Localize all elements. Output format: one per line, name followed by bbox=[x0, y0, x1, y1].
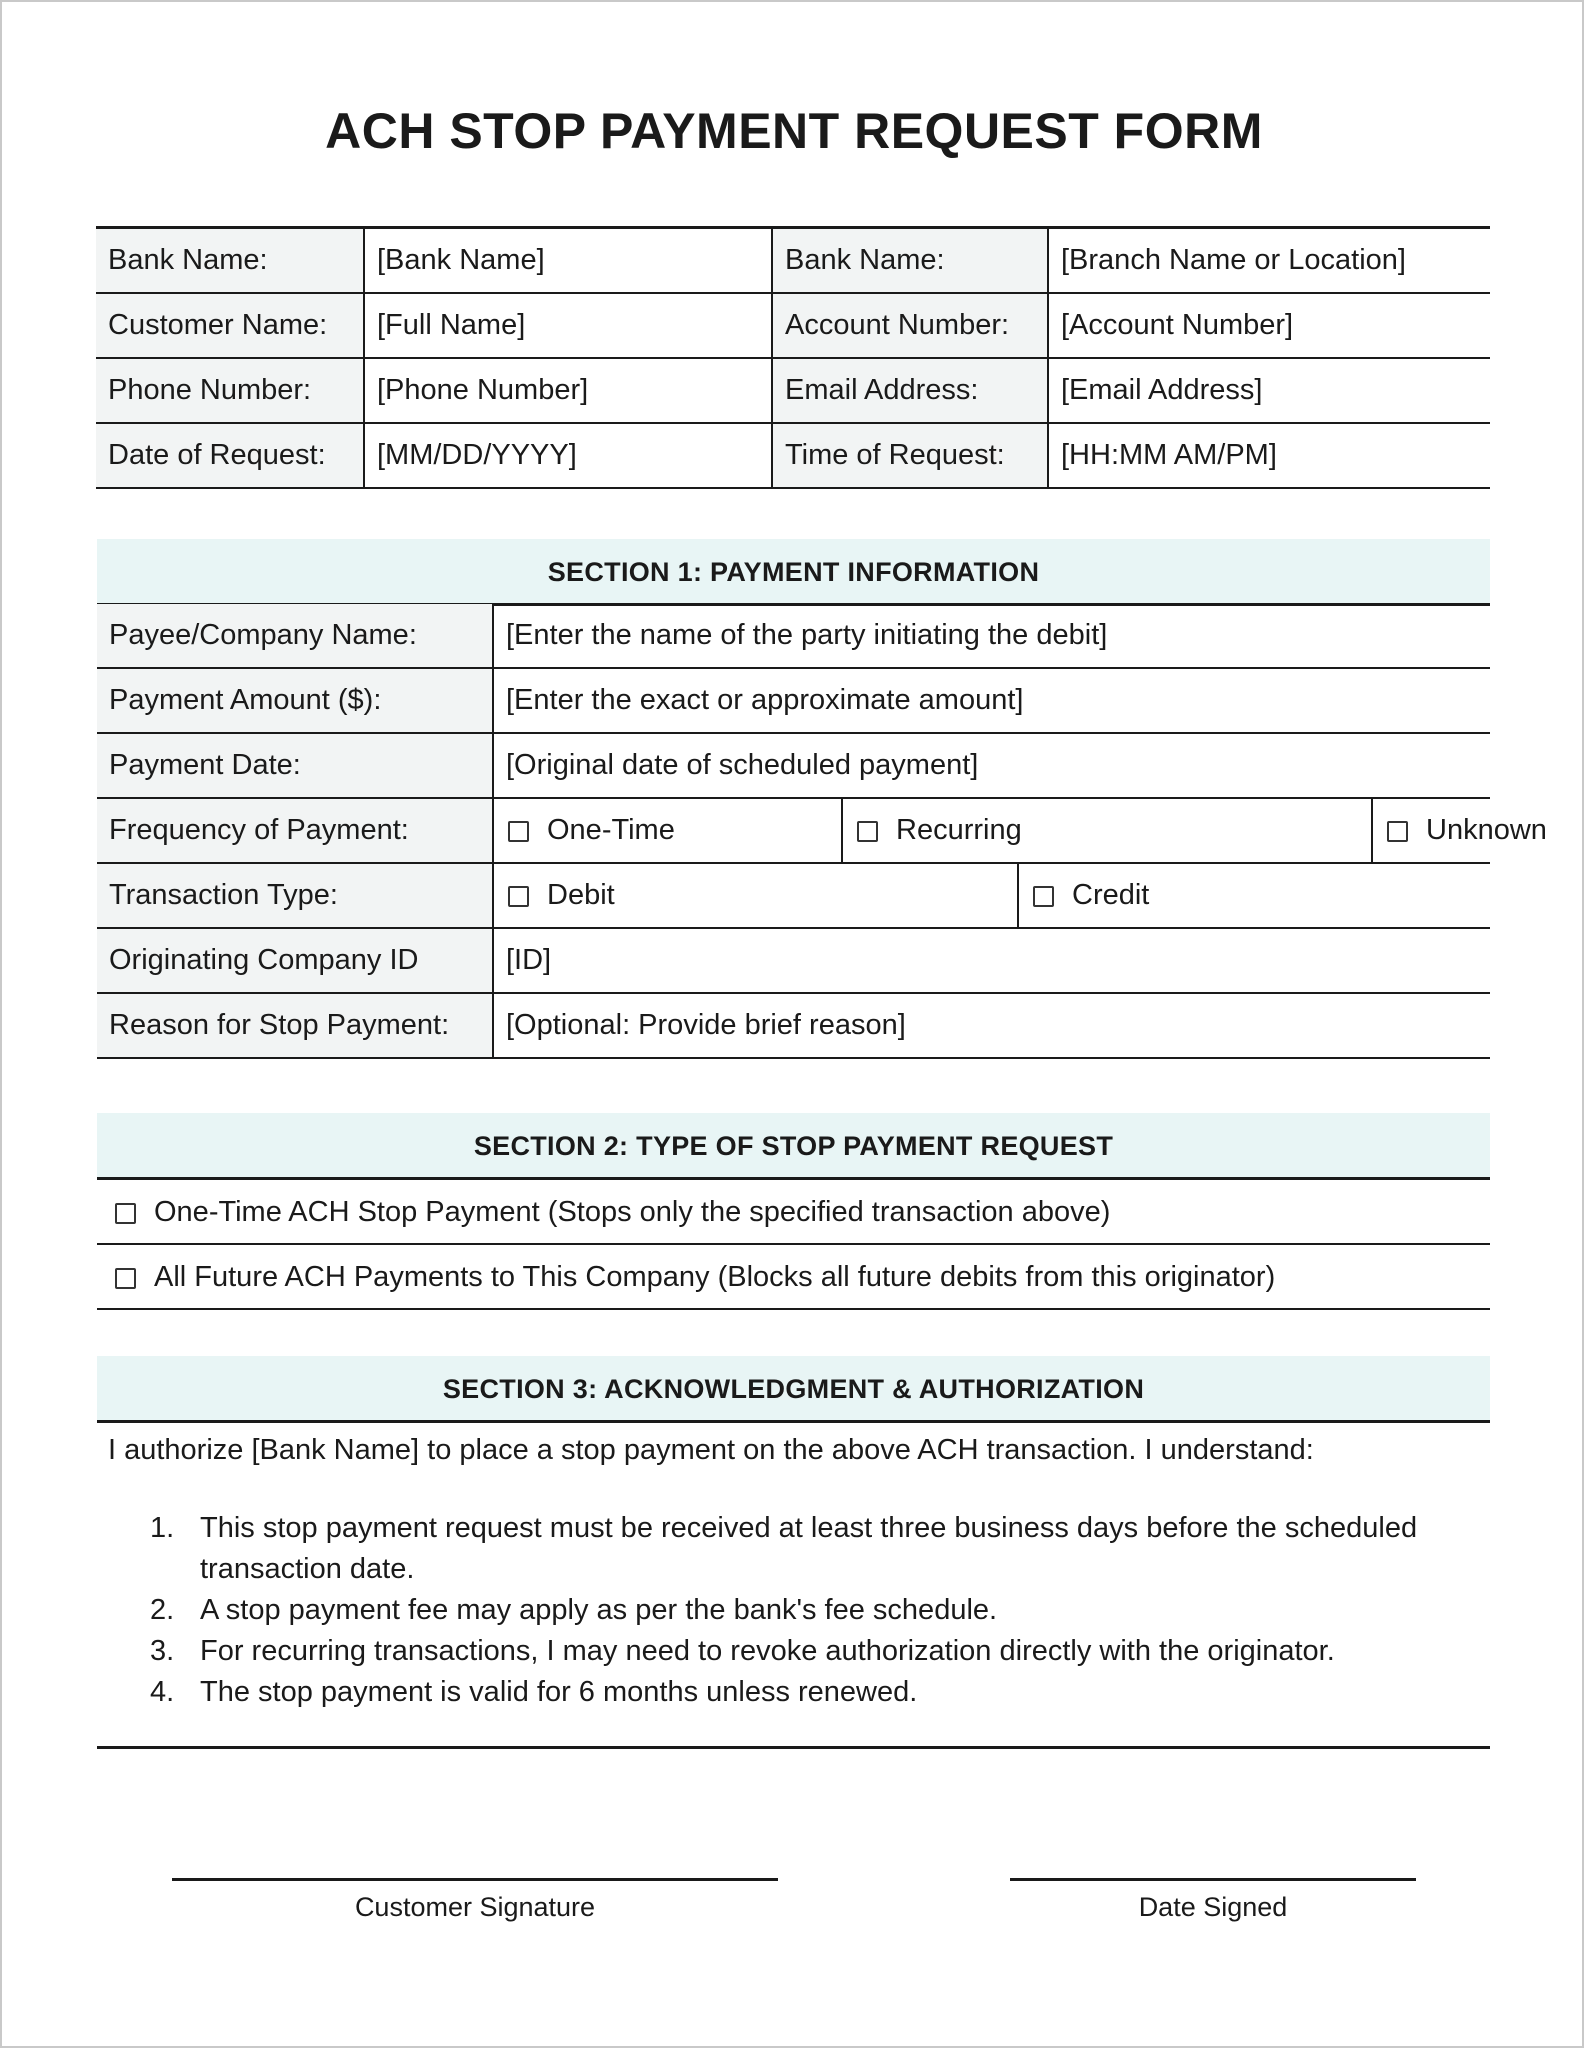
checkbox-icon[interactable] bbox=[115, 1203, 136, 1224]
customer-name-field[interactable]: [Full Name] bbox=[364, 293, 772, 358]
table-row bbox=[97, 604, 1490, 668]
frequency-label: Frequency of Payment: bbox=[97, 798, 493, 863]
originating-company-id-label: Originating Company ID bbox=[97, 928, 493, 993]
table-row bbox=[97, 928, 1490, 993]
option-label: One-Time bbox=[547, 814, 675, 846]
section3-header: SECTION 3: ACKNOWLEDGMENT & AUTHORIZATION bbox=[97, 1356, 1490, 1423]
list-item bbox=[150, 1508, 1440, 1590]
date-of-request-field[interactable]: [MM/DD/YYYY] bbox=[364, 423, 772, 488]
time-of-request-label: Time of Request: bbox=[772, 423, 1048, 488]
table-row bbox=[96, 293, 1490, 358]
list-text: For recurring transactions, I may need to revoke authorization directly with the originator. bbox=[200, 1635, 1335, 1667]
option-label: Unknown bbox=[1426, 814, 1547, 846]
phone-number-label: Phone Number: bbox=[96, 358, 364, 423]
table-row bbox=[96, 228, 1490, 294]
section2-header: SECTION 2: TYPE OF STOP PAYMENT REQUEST bbox=[97, 1113, 1490, 1180]
date-signed-label: Date Signed bbox=[1138, 1892, 1288, 1922]
option-label: One-Time ACH Stop Payment (Stops only the specified transaction above) bbox=[154, 1196, 1111, 1228]
email-address-label: Email Address: bbox=[772, 358, 1048, 423]
transaction-type-label: Transaction Type: bbox=[97, 863, 493, 928]
table-row bbox=[97, 993, 1490, 1058]
customer-signature-label: Customer Signature bbox=[354, 1892, 596, 1922]
phone-number-field[interactable]: [Phone Number] bbox=[364, 358, 772, 423]
transaction-type-credit[interactable] bbox=[1018, 863, 1490, 928]
section-divider bbox=[97, 1746, 1490, 1749]
originating-company-id-field[interactable]: [ID] bbox=[493, 928, 1490, 993]
list-number: 2. bbox=[150, 1594, 175, 1626]
table-row bbox=[97, 668, 1490, 733]
email-address-field[interactable]: [Email Address] bbox=[1048, 358, 1490, 423]
reason-label: Reason for Stop Payment: bbox=[97, 993, 493, 1058]
payment-info-table bbox=[97, 604, 1547, 1059]
table-row bbox=[96, 358, 1490, 423]
checkbox-icon[interactable] bbox=[508, 886, 529, 907]
date-signed-line[interactable] bbox=[1010, 1878, 1416, 1881]
stop-type-option-one-time[interactable] bbox=[97, 1180, 1490, 1245]
reason-field[interactable]: [Optional: Provide brief reason] bbox=[493, 993, 1490, 1058]
branch-name-label: Bank Name: bbox=[772, 228, 1048, 294]
terms-list bbox=[150, 1508, 1440, 1713]
list-text: This stop payment request must be received at least three business days before the scheduled transaction date. bbox=[200, 1512, 1418, 1585]
list-item bbox=[150, 1631, 1440, 1672]
bank-name-field[interactable]: [Bank Name] bbox=[364, 228, 772, 294]
customer-name-label: Customer Name: bbox=[96, 293, 364, 358]
table-row bbox=[97, 798, 1490, 863]
account-number-field[interactable]: [Account Number] bbox=[1048, 293, 1490, 358]
customer-signature-line[interactable] bbox=[172, 1878, 778, 1881]
checkbox-icon[interactable] bbox=[857, 821, 878, 842]
table-row bbox=[97, 733, 1490, 798]
checkbox-icon[interactable] bbox=[508, 821, 529, 842]
bank-name-label: Bank Name: bbox=[96, 228, 364, 294]
list-number: 4. bbox=[150, 1676, 175, 1708]
payment-amount-label: Payment Amount ($): bbox=[97, 668, 493, 733]
list-number: 3. bbox=[150, 1635, 175, 1667]
form-title: ACH STOP PAYMENT REQUEST FORM bbox=[325, 103, 1263, 159]
section1-header: SECTION 1: PAYMENT INFORMATION bbox=[97, 539, 1490, 606]
checkbox-icon[interactable] bbox=[1387, 821, 1408, 842]
table-row bbox=[96, 423, 1490, 488]
table-row bbox=[97, 863, 1490, 928]
account-number-label: Account Number: bbox=[772, 293, 1048, 358]
payee-field[interactable]: [Enter the name of the party initiating the debit] bbox=[493, 604, 1490, 668]
payment-amount-field[interactable]: [Enter the exact or approximate amount] bbox=[493, 668, 1490, 733]
list-text: A stop payment fee may apply as per the bank's fee schedule. bbox=[200, 1594, 998, 1626]
frequency-option-one-time[interactable] bbox=[493, 798, 842, 863]
list-item bbox=[150, 1672, 1440, 1713]
option-label: Debit bbox=[547, 879, 615, 911]
list-item bbox=[150, 1590, 1440, 1631]
branch-name-field[interactable]: [Branch Name or Location] bbox=[1048, 228, 1490, 294]
stop-type-options bbox=[97, 1180, 1490, 1310]
payment-date-field[interactable]: [Original date of scheduled payment] bbox=[493, 733, 1490, 798]
option-label: Credit bbox=[1072, 879, 1150, 911]
list-number: 1. bbox=[150, 1512, 175, 1544]
time-of-request-field[interactable]: [HH:MM AM/PM] bbox=[1048, 423, 1490, 488]
date-of-request-label: Date of Request: bbox=[96, 423, 364, 488]
frequency-option-unknown[interactable] bbox=[1372, 798, 1547, 863]
transaction-type-debit[interactable] bbox=[493, 863, 1018, 928]
list-text: The stop payment is valid for 6 months unless renewed. bbox=[200, 1676, 918, 1708]
frequency-option-recurring[interactable] bbox=[842, 798, 1372, 863]
authorization-intro: I authorize [Bank Name] to place a stop payment on the above ACH transaction. I understand: bbox=[108, 1434, 1314, 1466]
option-label: Recurring bbox=[896, 814, 1022, 846]
stop-type-option-all-future[interactable] bbox=[97, 1245, 1490, 1310]
checkbox-icon[interactable] bbox=[1033, 886, 1054, 907]
option-label: All Future ACH Payments to This Company (Blocks all future debits from this originator) bbox=[154, 1261, 1276, 1293]
payee-label: Payee/Company Name: bbox=[97, 604, 493, 668]
customer-info-table bbox=[96, 226, 1490, 489]
payment-date-label: Payment Date: bbox=[97, 733, 493, 798]
checkbox-icon[interactable] bbox=[115, 1268, 136, 1289]
